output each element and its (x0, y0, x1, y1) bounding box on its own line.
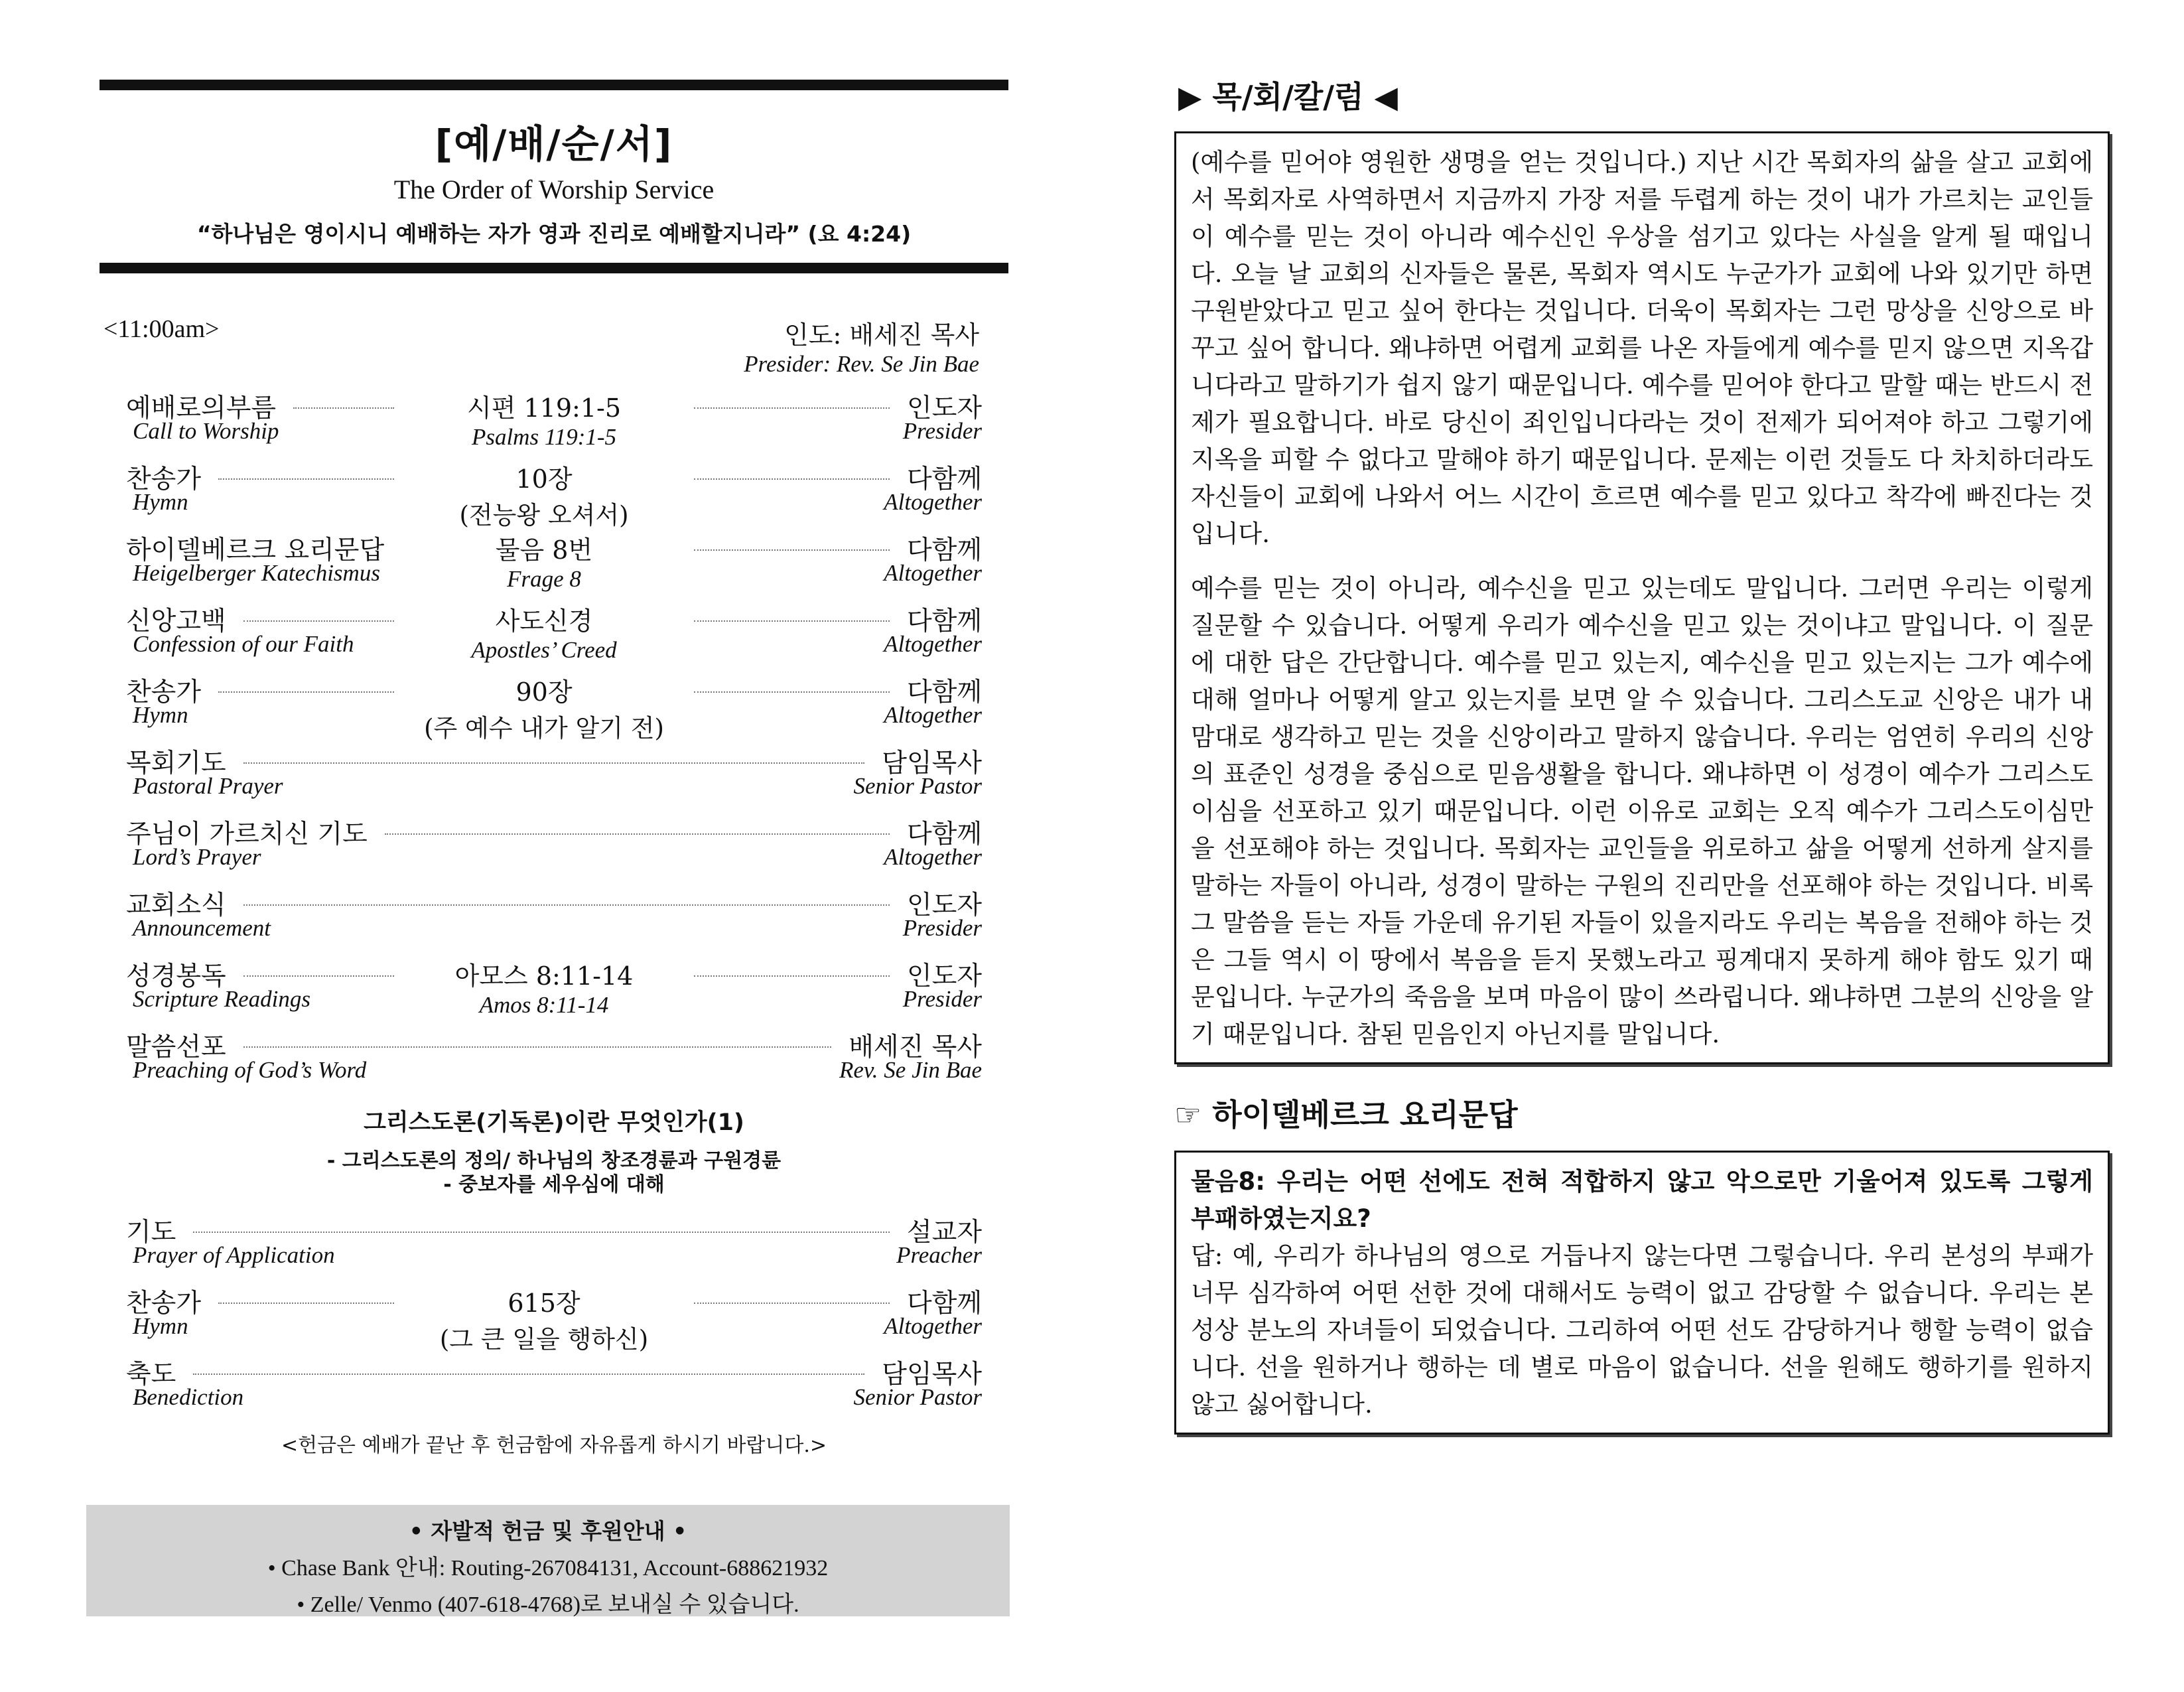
item-leader-en: Altogether (884, 844, 982, 870)
worship-item (126, 742, 982, 813)
item-detail-main: 물음 8번 (495, 535, 593, 565)
item-leader-ko: 설교자 (906, 1218, 982, 1247)
dotted-leader (293, 407, 394, 409)
item-leader-en: Senior Pastor (853, 773, 982, 799)
item-leader-en: Altogether (884, 702, 982, 728)
item-leader-ko: 다함께 (906, 1289, 982, 1318)
offering-note: <헌금은 예배가 끝난 후 헌금함에 자유롭게 하시기 바랍니다.> (281, 1434, 827, 1457)
item-leader-en: Altogether (884, 631, 982, 657)
dotted-leader (385, 833, 890, 835)
item-leader-ko: 다함께 (906, 819, 982, 849)
item-leader-en: Altogether (884, 560, 982, 586)
column-box (1174, 131, 2110, 1064)
item-title-en: Hymn (133, 1313, 188, 1339)
sermon-block (100, 1104, 1008, 1197)
support-heading: • 자발적 헌금 및 후원안내 • (409, 1518, 687, 1544)
sermon-subtitle (100, 1149, 1008, 1197)
item-title-ko: 목회기도 (126, 748, 226, 778)
item-title-en: Benediction (133, 1384, 244, 1410)
item-leader-ko: 다함께 (906, 535, 982, 565)
item-detail-sub: (그 큰 일을 행하신) (439, 1325, 649, 1354)
support-info-box (86, 1505, 1010, 1616)
dotted-leader (218, 478, 394, 480)
worship-item (126, 1283, 982, 1354)
item-title-ko: 찬송가 (126, 1289, 202, 1318)
item-title-en: Announcement (133, 915, 271, 941)
dotted-leader (243, 620, 394, 622)
item-detail (411, 600, 677, 664)
item-detail-sub: (전능왕 오셔서) (459, 501, 629, 529)
item-detail (411, 388, 677, 451)
catechism-answer: 답: 예, 우리가 하나님의 영으로 거듭나지 않는다면 그렇습니다. 우리 본성의 부패가 너무 심각하여 어떤 선한 것에 대해서도 능력이 없고 감당할 수 없습니다. 우리는 본성상 분노의 자녀들이 되었습니다. 그리하여 어떤 선도 감당하거나 행할 능력이 없습니다. 선을 원하거나 행하는 데 별로 마음이 없습니다. 선을 원해도 행하기를 원하지 않고 싫어합니다. (1191, 1241, 2093, 1419)
dotted-leader (218, 1303, 394, 1304)
item-title-en: Pastoral Prayer (133, 773, 283, 799)
item-detail (411, 671, 677, 744)
item-leader-en: Senior Pastor (853, 1384, 982, 1410)
dotted-leader (694, 549, 890, 551)
catechism-question: 물음8: 우리는 어떤 선에도 전혀 적합하지 않고 악으로만 기울어져 있도록 그렇게 부패하였는지요? (1191, 1167, 2093, 1233)
item-title-en: Hymn (133, 489, 188, 515)
item-leader-ko: 담임목사 (882, 748, 982, 778)
dotted-leader (694, 478, 890, 480)
worship-items (100, 388, 1008, 1097)
item-leader-en: Presider (902, 986, 982, 1012)
presider-ko: 인도: 배세진 목사 (784, 320, 979, 350)
dotted-leader (193, 1232, 890, 1233)
sermon-title: 그리스도론(기독론)이란 무엇인가(1) (364, 1109, 744, 1136)
worship-item (126, 600, 982, 671)
item-leader-ko: 인도자 (906, 393, 982, 423)
item-leader-en: Presider (902, 915, 982, 941)
order-of-worship (100, 80, 1008, 1458)
item-title-en: Call to Worship (133, 418, 279, 444)
item-leader-en: Altogether (884, 1313, 982, 1339)
item-title-ko: 찬송가 (126, 677, 202, 707)
dotted-leader (193, 1374, 864, 1375)
item-detail-sub: Psalms 119:1-5 (471, 424, 617, 450)
worship-item (126, 458, 982, 529)
item-detail-main: 90장 (515, 677, 573, 707)
column-heading: ▶ 목/회/칼/럼 ◀ (1178, 79, 1398, 115)
item-leader-ko: 인도자 (906, 961, 982, 991)
item-leader-en: Rev. Se Jin Bae (839, 1057, 982, 1083)
sermon-subtitle-line-2: - 중보자를 세우심에 대해 (443, 1173, 665, 1196)
worship-item (126, 1354, 982, 1425)
item-title-ko: 신앙고백 (126, 606, 226, 636)
item-leader-ko: 다함께 (906, 606, 982, 636)
item-title-ko: 예배로의부름 (126, 393, 277, 423)
worship-item (126, 955, 982, 1026)
presider-info (744, 315, 979, 378)
item-title-en: Scripture Readings (133, 986, 310, 1012)
worship-item (126, 1026, 982, 1097)
item-title-ko: 축도 (126, 1360, 176, 1389)
item-title-en: Lord’s Prayer (133, 844, 261, 870)
dotted-leader (694, 407, 890, 409)
column-paragraph-1: (예수를 믿어야 영원한 생명을 얻는 것입니다.) 지난 시간 목회자의 삶을 살고 교회에서 목회자로 사역하면서 지금까지 가장 저를 두렵게 하는 것이 내가 가르치는 교인들이 예수를 믿는 것이 아니라 예수신인 우상을 섬기고 있다는 사실을 알게 될 때입니다. 오늘 날 교회의 신자들은 물론, 목회자 역시도 누군가가 교회에 나와 있기만 하면 구원받았다고 믿고 싶어 한다는 것입니다. 더욱이 목회자는 그런 망상을 신앙으로 바꾸고 싶어 합니다. 왜냐하면 어렵게 교회를 나온 자들에게 예수를 믿지 않으면 지옥갑니다라고 말하기가 쉽지 않기 때문입니다. 예수를 믿어야 한다고 말할 때는 반드시 전제가 필요합니다. 바로 당신이 죄인입니다라는 것이 전제가 되어져야 하고 그렇기에 지옥을 피할 수 없다고 말해야 하기 때문입니다. 문제는 이런 것들도 다 차치하더라도 자신들이 교회에 나와서 어느 시간이 흐르면 예수를 믿고 있다고 착각에 빠진다는 것입니다. (1191, 148, 2093, 548)
item-title-en: Preaching of God’s Word (133, 1057, 367, 1083)
dotted-leader (218, 691, 394, 693)
worship-item (126, 813, 982, 884)
item-title-en: Confession of our Faith (133, 631, 354, 657)
worship-item (126, 1212, 982, 1283)
dotted-leader (694, 691, 890, 693)
item-title-en: Heigelberger Katechismus (133, 560, 380, 586)
item-leader-ko: 다함께 (906, 677, 982, 707)
item-title-ko: 교회소식 (126, 890, 226, 920)
item-title-ko: 하이델베르크 요리문답 (126, 535, 385, 565)
item-detail-sub: Frage 8 (507, 566, 581, 592)
item-leader-en: Presider (902, 418, 982, 444)
item-title-en: Prayer of Application (133, 1242, 335, 1268)
item-detail-main: 사도신경 (495, 606, 593, 636)
dotted-leader (694, 620, 890, 622)
worship-items-after-sermon (100, 1212, 1008, 1425)
item-detail (411, 955, 677, 1019)
catechism-box (1174, 1151, 2110, 1435)
item-detail-sub: Apostles’ Creed (471, 637, 617, 663)
support-bank-line: • Chase Bank 안내: Routing-267084131, Account-688621932 (267, 1556, 829, 1581)
dotted-leader (694, 1303, 890, 1304)
item-leader-ko: 배세진 목사 (849, 1032, 982, 1062)
item-detail-main: 시편 119:1-5 (466, 393, 622, 423)
dotted-leader (694, 975, 890, 977)
item-title-en: Hymn (133, 702, 188, 728)
item-detail (411, 458, 677, 531)
item-detail-main: 615장 (508, 1289, 580, 1318)
item-detail-sub: Amos 8:11-14 (479, 992, 609, 1018)
service-time-row (100, 315, 1008, 388)
item-title-ko: 찬송가 (126, 464, 202, 494)
item-leader-ko: 담임목사 (882, 1360, 982, 1389)
right-page (1174, 73, 2110, 1435)
top-rule (100, 80, 1008, 90)
support-zelle-line: • Zelle/ Venmo (407-618-4768)로 보내실 수 있습니다. (297, 1592, 799, 1617)
sermon-subtitle-line-1: - 그리스도론의 정의/ 하나님의 창조경륜과 구원경륜 (326, 1149, 782, 1172)
catechism-heading: ☞ 하이델베르크 요리문답 (1174, 1097, 1518, 1133)
item-detail-sub: (주 예수 내가 알기 전) (424, 714, 664, 742)
presider-en: Presider: Rev. Se Jin Bae (744, 351, 979, 377)
item-leader-en: Altogether (884, 489, 982, 515)
worship-item (126, 671, 982, 742)
item-detail (411, 529, 677, 593)
worship-item (126, 884, 982, 955)
item-leader-ko: 다함께 (906, 464, 982, 494)
item-detail-main: 10장 (515, 464, 573, 494)
item-leader-ko: 인도자 (906, 890, 982, 920)
bottom-rule (100, 263, 1008, 273)
order-verse: “하나님은 영이시니 예배하는 자가 영과 진리로 예배할지니라” (요 4:24) (196, 221, 912, 247)
worship-item (126, 529, 982, 600)
item-detail-main: 아모스 8:11-14 (454, 961, 634, 991)
worship-item (126, 388, 982, 458)
column-paragraph-2: 예수를 믿는 것이 아니라, 예수신을 믿고 있는데도 말입니다. 그러면 우리는 이렇게 질문할 수 있습니다. 어떻게 우리가 예수신을 믿고 있는 것이냐고 말입니다. 이 질문에 대한 답은 간단합니다. 예수를 믿고 있는지, 예수신을 믿고 있는지는 그가 예수에 대해 얼마나 어떻게 알고 있는지를 보면 알 수 있습니다. 그리스도교 신앙은 내가 내 맘대로 생각하고 믿는 것을 신앙이라고 말하지 않습니다. 우리는 엄연히 우리의 신앙의 표준인 성경을 중심으로 믿음생활을 합니다. 왜냐하면 이 성경이 예수가 그리스도이심을 선포하고 있기 때문입니다. 이런 이유로 교회는 오직 예수가 그리스도이심만을 선포해야 하는 것입니다. 목회자는 교인들을 위로하고 삶을 어떻게 선하게 살지를 말하는 자들이 아니라, 성경이 말하는 구원의 진리만을 선포해야 하는 것입니다. 비록 그 말씀을 듣는 자들 가운데 유기된 자들이 있을지라도 우리는 복음을 전해야 하는 것은 그들 역시 이 땅에서 복음을 듣지 못했노라고 핑계대지 못하게 해야 함도 있기 때문입니다. 누군가의 죽음을 보며 마음이 많이 쓰라립니다. 왜냐하면 그분의 신앙을 알기 때문입니다. 참된 믿음인지 아닌지를 말입니다. (1191, 574, 2093, 1048)
item-title-ko: 주님이 가르치신 기도 (126, 819, 368, 849)
order-title: [예/배/순/서] (435, 121, 673, 167)
order-subtitle: The Order of Worship Service (393, 175, 715, 204)
item-title-ko: 성경봉독 (126, 961, 226, 991)
dotted-leader (243, 904, 890, 906)
dotted-leader (243, 975, 394, 977)
dotted-leader (243, 762, 865, 764)
item-detail (411, 1283, 677, 1355)
item-title-ko: 말씀선포 (126, 1032, 226, 1062)
item-title-ko: 기도 (126, 1218, 176, 1247)
service-time: <11:00am> (103, 315, 220, 343)
item-leader-en: Preacher (896, 1242, 982, 1268)
dotted-leader (243, 1046, 832, 1048)
